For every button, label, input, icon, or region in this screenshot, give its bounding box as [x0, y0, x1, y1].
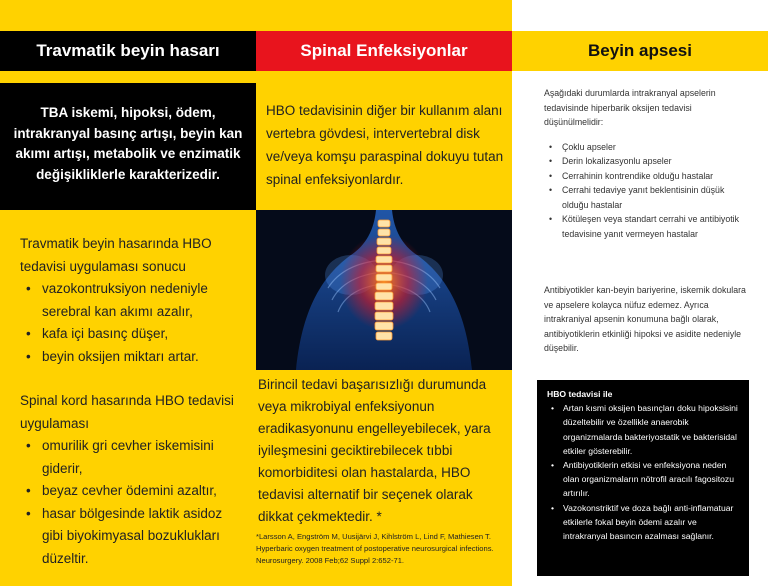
hbo-effects-box [537, 380, 749, 576]
tbi-hbo-list [20, 278, 242, 368]
spinal-cord-list [20, 435, 242, 570]
spinal-infection-intro [266, 99, 504, 191]
list-item: • hasar bölgesinde laktik asidoz gibi biyokimyasal bozuklukları düzeltir. [20, 503, 242, 571]
header-tbi [0, 31, 256, 71]
tbi-intro-box [0, 83, 256, 210]
spine-illustration [256, 210, 512, 370]
tbi-hbo-section [20, 233, 242, 368]
header-spinal-label: Spinal Enfeksiyonlar [300, 41, 468, 60]
antibiotic-paragraph-text: Antibiyotikler kan-beyin bariyerine, iskemik dokulara ve apselere kolayca nüfuz edemez. Ayrıca intrakraniyal apsenin konumuna bağlı olarak, antibiyotiklerin etkinliği hipoksi ve asidite nedeniyle düşebilir. [544, 285, 746, 353]
spinal-infection-intro-text: HBO tedavisinin diğer bir kullanım alanı vertebra gövdesi, intervertebral disk ve/veya komşu paraspinal dokuyu tutan spinal enfeksiyonlardır. [266, 103, 504, 187]
hbo-effects-title: HBO tedavisi ile [547, 389, 613, 399]
reference-footnote [256, 531, 501, 566]
reference-footnote-text: *Larsson A, Engström M, Uusijärvi J, Kihlström L, Lind F, Mathiesen T. Hyperbaric oxygen treatment of postoperative neurosurgical infections. Neurosurgery. 2008 Feb;62 Suppl 2:652-71. [256, 532, 494, 565]
list-item: • vazokontruksiyon nedeniyle serebral kan akımı azalır, [20, 278, 242, 323]
spine-xray-icon [256, 210, 512, 370]
spinal-cord-lead: Spinal kord hasarında HBO tedavisi uygulaması [20, 393, 234, 431]
list-item: • Cerrahi tedaviye yanıt beklentisinin düşük olduğu hastalar [544, 183, 744, 212]
list-item: • beyaz cevher ödemini azaltır, [20, 480, 242, 503]
hbo-effects-list [547, 401, 741, 543]
list-item: • Kötüleşen veya standart cerrahi ve antibiyotik tedavisine yanıt vermeyen hastalar [544, 212, 744, 241]
top-white-strip [512, 0, 768, 31]
list-item: • Artan kısmi oksijen basınçları doku hipoksisini düzeltebilir ve özellikle anaerobik organizmalarda bakteriyostatik ve bakterisidal etkiler gösterebilir. [547, 401, 741, 458]
header-tbi-label: Travmatik beyin hasarı [36, 41, 220, 60]
list-item: • kafa içi basınç düşer, [20, 323, 242, 346]
tbi-hbo-lead: Travmatik beyin hasarında HBO tedavisi uygulaması sonucu [20, 236, 212, 274]
tbi-intro-text: TBA iskemi, hipoksi, ödem, intrakranyal basınç artışı, beyin kan akımı artışı, metabolik ve enzimatik değişikliklerle karakterizedir. [13, 105, 243, 182]
list-item: • omurilik gri cevher iskemisini giderir, [20, 435, 242, 480]
list-item: • Çoklu apseler [544, 140, 744, 155]
list-item: • beyin oksijen miktarı artar. [20, 346, 242, 369]
abscess-indication-list [544, 140, 744, 242]
spinal-cord-section [20, 390, 242, 570]
antibiotic-paragraph [544, 283, 748, 356]
list-item: • Cerrahinin kontrendike olduğu hastalar [544, 169, 744, 184]
header-abscess [512, 31, 768, 71]
abscess-intro [544, 86, 744, 241]
spinal-infection-body [258, 374, 508, 528]
list-item: • Vazokonstriktif ve doza bağlı anti-inflamatuar etkilerle fokal beyin ödemi azalır ve intrakranyal basıncın azalması sağlanır. [547, 501, 741, 544]
abscess-intro-text: Aşağıdaki durumlarda intrakranyal apselerin tedavisinde hiperbarik oksijen tedavisi düşünülmelidir: [544, 88, 716, 127]
list-item: • Derin lokalizasyonlu apseler [544, 154, 744, 169]
header-abscess-label: Beyin apsesi [588, 41, 692, 60]
list-item: • Antibiyotiklerin etkisi ve enfeksiyona neden olan organizmaların nötrofil aracılı fagositozu artırılır. [547, 458, 741, 501]
spinal-infection-body-text: Birincil tedavi başarısızlığı durumunda veya mikrobiyal enfeksiyonun eradikasyonunu engelleyebilecek, yara iyileşmesini geciktirebilecek tıbbi komorbiditesi olan hastalarda, HBO tedavisi alternatif bir seçenek olarak dikkat çekmektedir. * [258, 377, 491, 524]
header-spinal [256, 31, 512, 71]
